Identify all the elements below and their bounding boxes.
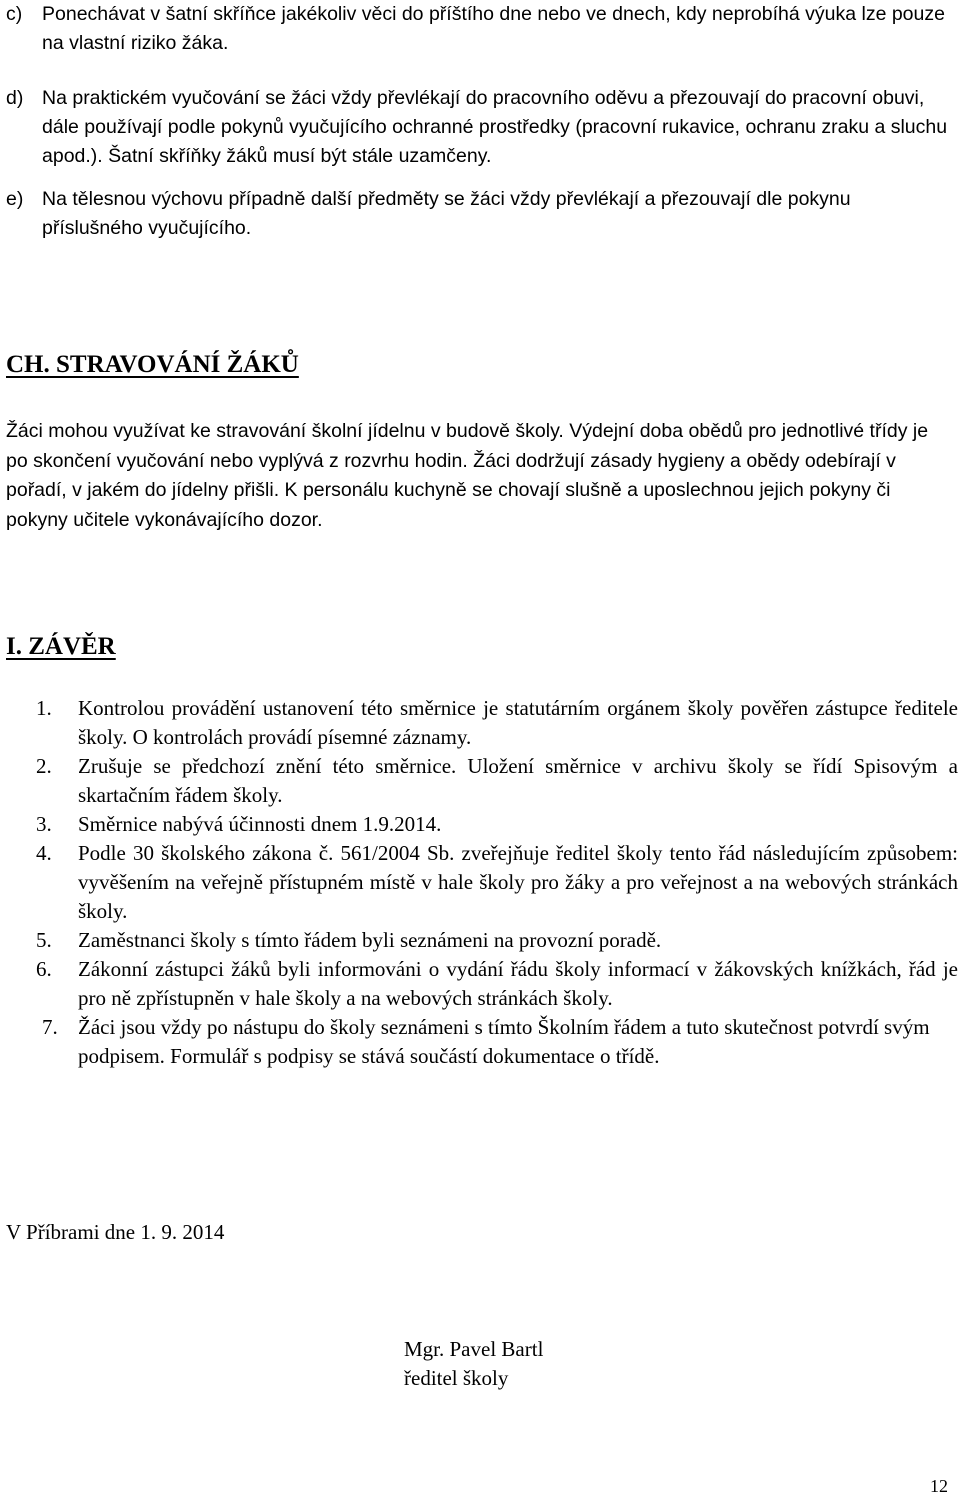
list-text: Ponechávat v šatní skříňce jakékoliv věci do příštího dne nebo ve dnech, kdy neprobíhá výuka lze pouze na vlastní riziko žáka.	[42, 3, 945, 54]
list-marker: c)	[6, 3, 23, 25]
list-item	[0, 810, 960, 839]
list-marker: 5.	[36, 928, 52, 952]
list-text: Žáci jsou vždy po nástupu do školy seznámeni s tímto Školním řádem a tuto skutečnost potvrdí svým podpisem. Formulář s podpisy se stává součástí dokumentace o třídě.	[78, 1015, 930, 1068]
list-item-e	[0, 185, 960, 243]
section-heading-zaver: I. ZÁVĚR	[6, 633, 116, 660]
list-item	[0, 1013, 960, 1071]
list-text: Podle 30 školského zákona č. 561/2004 Sb. zveřejňuje ředitel školy tento řád následujícím způsobem: vyvěšením na veřejně přístupném místě v hale školy pro žáky a pro veřejnost a na webových stránkách školy.	[78, 841, 958, 923]
numbered-list	[0, 694, 960, 1071]
list-marker: 6.	[36, 957, 52, 981]
signatory-name: Mgr. Pavel Bartl	[404, 1337, 544, 1361]
list-item-d	[0, 84, 960, 171]
signature-block	[404, 1335, 543, 1393]
signatory-role: ředitel školy	[404, 1366, 509, 1390]
list-marker: d)	[6, 87, 24, 109]
list-marker: 7.	[42, 1015, 58, 1039]
list-item-c	[0, 0, 960, 58]
section-heading-stravovani: CH. STRAVOVÁNÍ ŽÁKŮ	[6, 351, 299, 378]
list-marker: 4.	[36, 841, 52, 865]
list-text: Kontrolou provádění ustanovení této směrnice je statutárním orgánem školy pověřen zástupce ředitele školy. O kontrolách provádí písemné záznamy.	[78, 696, 958, 749]
list-text: Na tělesnou výchovu případně další předměty se žáci vždy převlékají a přezouvají dle pokynu příslušného vyučujícího.	[42, 188, 851, 239]
list-marker: 3.	[36, 812, 52, 836]
list-item	[0, 694, 960, 752]
lettered-list	[0, 0, 960, 243]
list-text: Zrušuje se předchozí znění této směrnice. Uložení směrnice v archivu školy se řídí Spisovým a skartačním řádem školy.	[78, 754, 958, 807]
list-text: Směrnice nabývá účinnosti dnem 1.9.2014.	[78, 812, 442, 836]
list-item	[0, 955, 960, 1013]
list-item	[0, 839, 960, 926]
list-marker: e)	[6, 188, 24, 210]
list-item	[0, 926, 960, 955]
section-paragraph-stravovani: Žáci mohou využívat ke stravování školní jídelnu v budově školy. Výdejní doba obědů pro jednotlivé třídy je po skončení vyučování nebo vyplývá z rozvrhu hodin. Žáci dodržují zásady hygieny a obědy odebírají v pořadí, v jakém do jídelny přišli. K personálu kuchyně se chovají slušně a uposlechnou jejich pokyny či pokyny učitele vykonávajícího dozor.	[6, 420, 929, 531]
list-item	[0, 752, 960, 810]
list-marker: 2.	[36, 754, 52, 778]
list-text: Zaměstnanci školy s tímto řádem byli seznámeni na provozní poradě.	[78, 928, 662, 952]
page-number: 12	[930, 1476, 948, 1496]
list-marker: 1.	[36, 696, 52, 720]
list-text: Na praktickém vyučování se žáci vždy převlékají do pracovního oděvu a přezouvají do pracovní obuvi, dále používají podle pokynů vyučujícího ochranné prostředky (pracovní rukavice, ochranu zraku a sluchu apod.). Šatní skříňky žáků musí být stále uzamčeny.	[42, 87, 948, 167]
place-and-date: V Příbrami dne 1. 9. 2014	[6, 1220, 225, 1244]
list-text: Zákonní zástupci žáků byli informováni o vydání řádu školy informací v žákovských knížkách, řád je pro ně zpřístupněn v hale školy a na webových stránkách školy.	[78, 957, 958, 1010]
